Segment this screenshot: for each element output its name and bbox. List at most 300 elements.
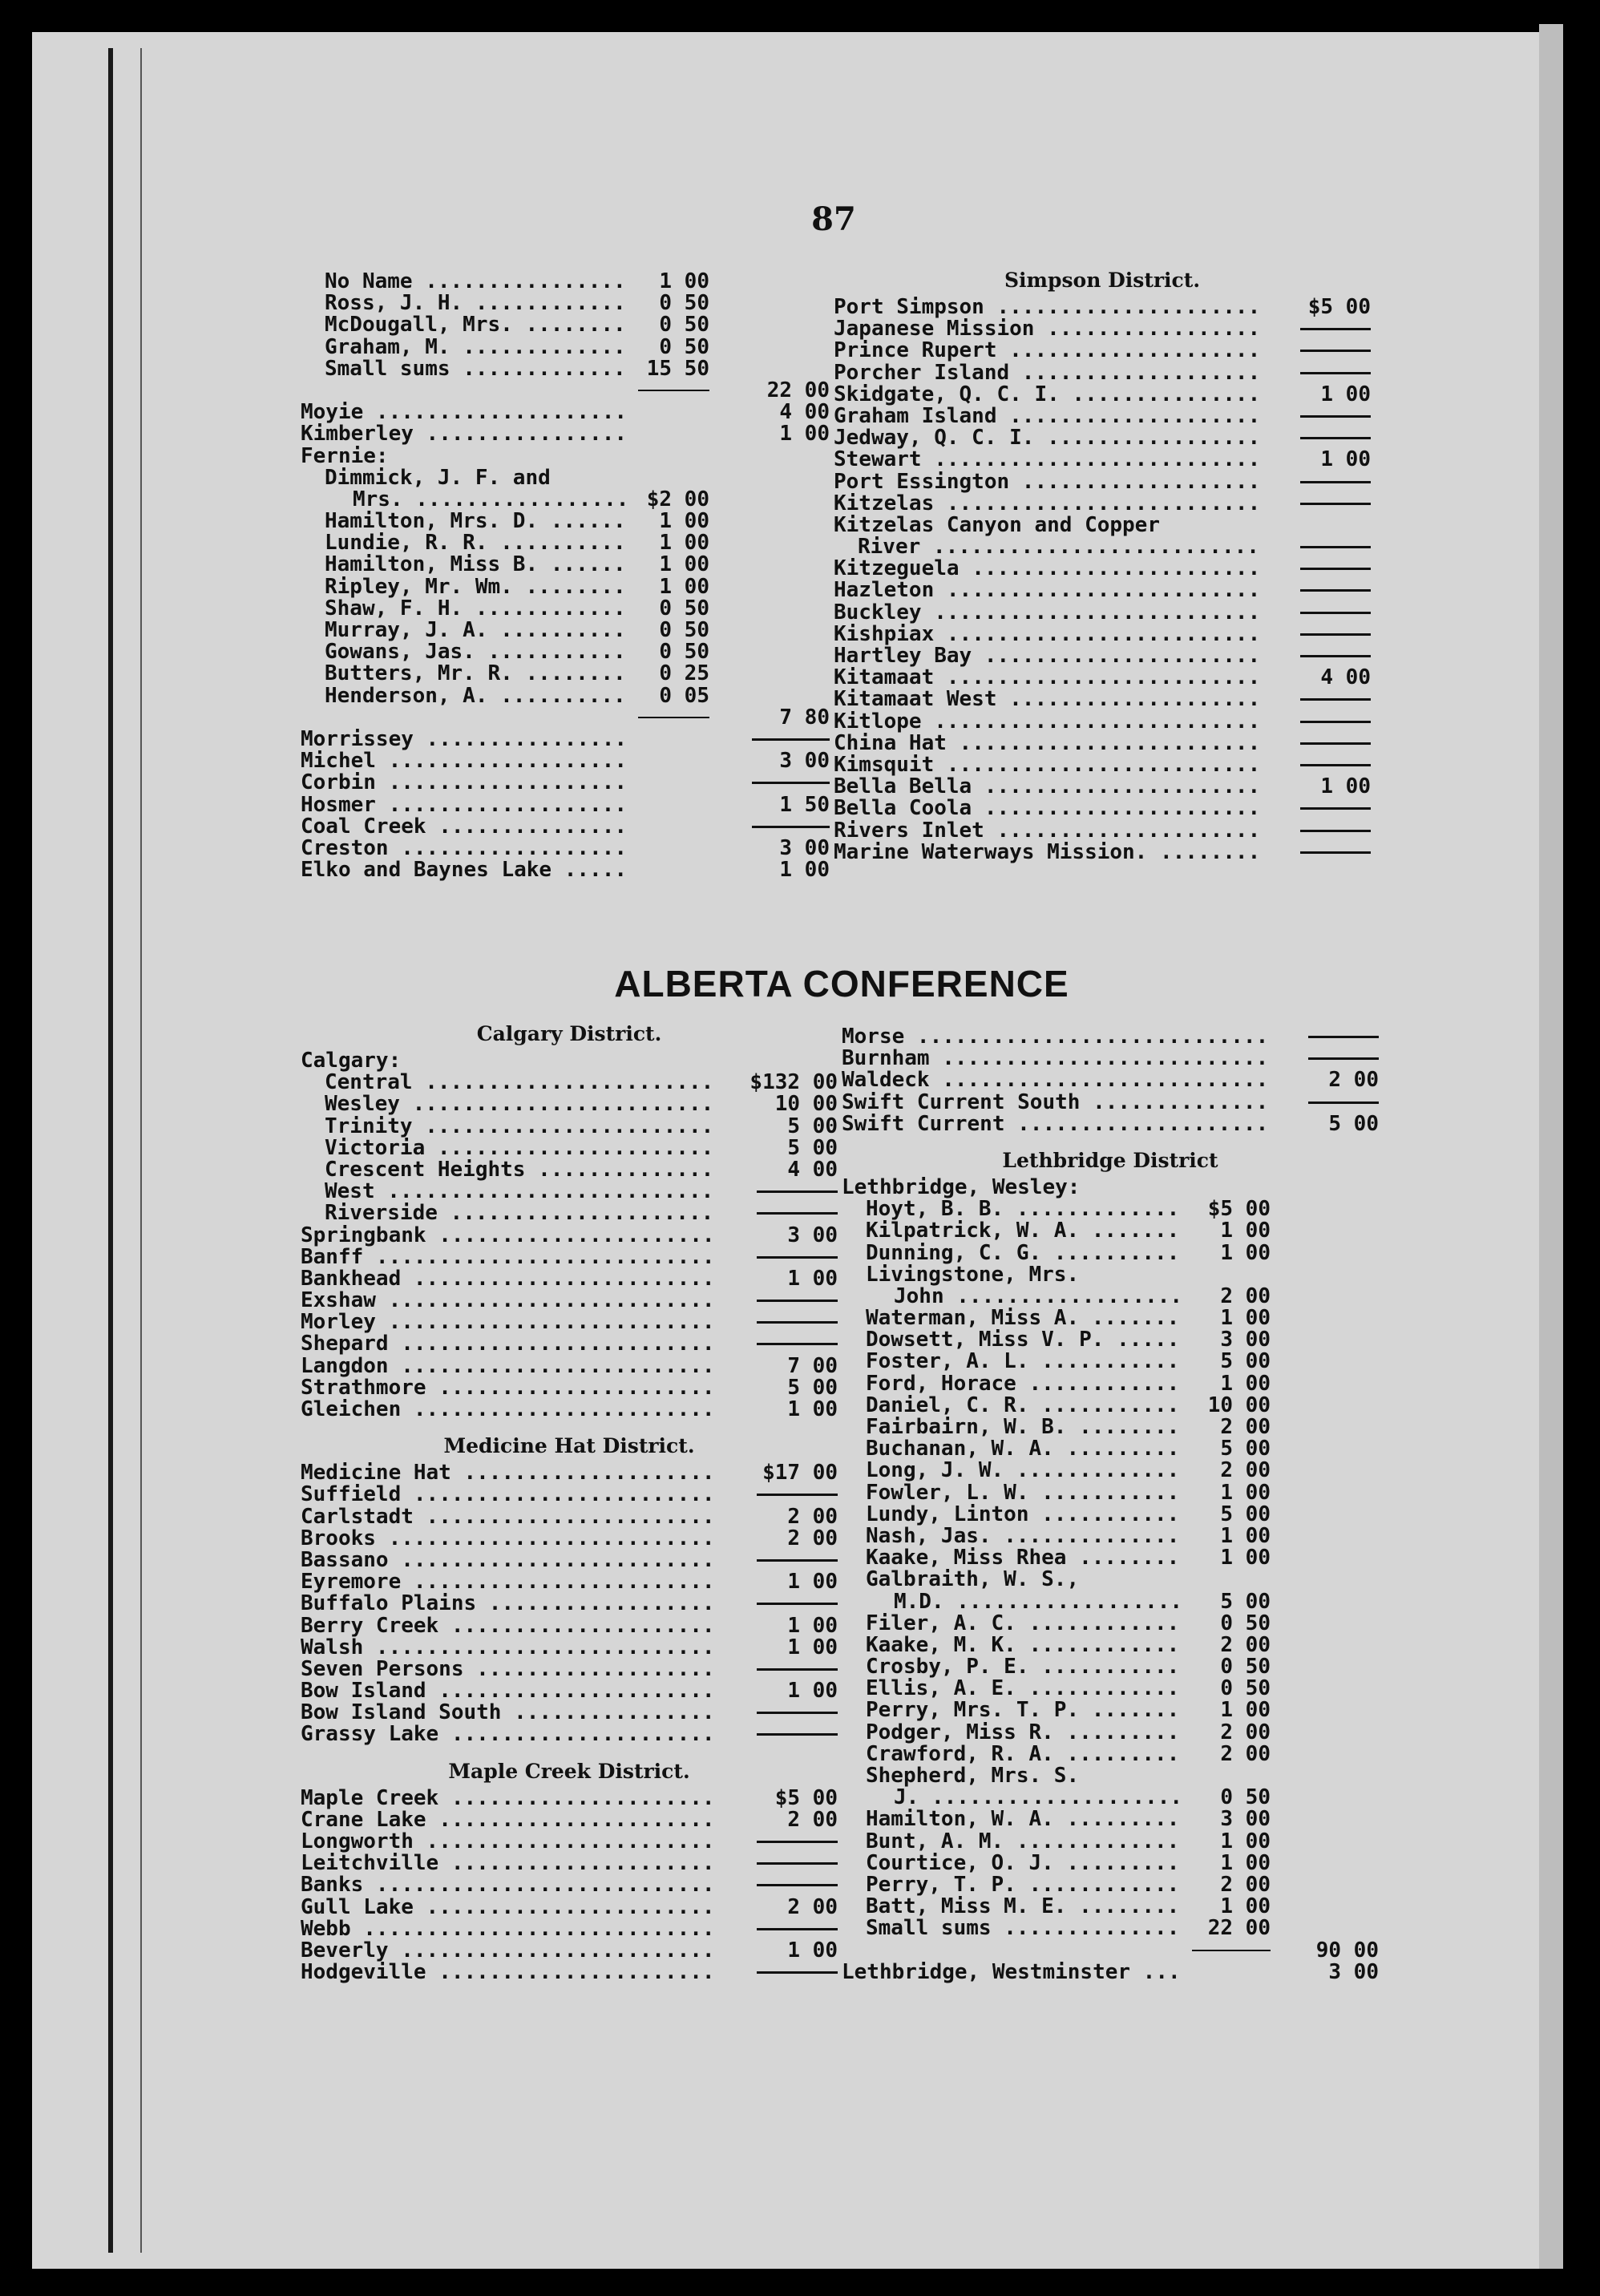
ledger-row	[842, 1069, 1379, 1091]
empty-cell	[709, 576, 830, 598]
amount-value: 7 00	[787, 1353, 838, 1378]
empty-cell	[1271, 1896, 1379, 1918]
amount-value: 3 00	[787, 1223, 838, 1247]
ledger-row	[301, 467, 830, 489]
ledger-row	[834, 471, 1371, 493]
empty-cell	[1271, 1482, 1379, 1504]
empty-cell	[1271, 1831, 1379, 1853]
empty-cell	[625, 402, 709, 423]
ledger-row	[301, 750, 830, 772]
ledger-row-label: Bankhead .....	[301, 1268, 713, 1290]
empty-cell	[625, 729, 709, 750]
amount-value: 3 00	[779, 835, 830, 860]
ledger-row	[834, 362, 1371, 384]
subtotal-rule	[625, 707, 709, 729]
ledger-row	[834, 776, 1371, 798]
ledger-row-label: Ford, Horace .....	[842, 1373, 1178, 1395]
ledger-row	[842, 1329, 1379, 1351]
blank-amount-dash	[1263, 536, 1371, 558]
ledger-row-label: Beverly .....	[301, 1940, 713, 1962]
medicine-hat-district-heading: Medicine Hat District.	[443, 1434, 695, 1458]
subtotal-rule	[1178, 1940, 1271, 1962]
ledger-row-label: Kishpiax .....	[834, 624, 1263, 645]
ledger-row-label: Ross, J. H. .....	[301, 293, 625, 314]
ledger-row-label: Kitamaat West .....	[834, 689, 1263, 710]
blank-amount-dash	[1263, 754, 1371, 776]
simpson-district-rows	[834, 297, 1371, 863]
amount-value: $5 00	[774, 1785, 838, 1810]
ledger-row-label: Bella Coola .....	[834, 798, 1263, 819]
ledger-row	[842, 1048, 1379, 1069]
amount-value: 2 00	[1220, 1283, 1271, 1308]
ledger-row	[834, 318, 1371, 340]
ledger-row	[842, 1632, 1379, 1657]
ledger-row	[842, 1569, 1379, 1591]
amount-value: 1 00	[1220, 1480, 1271, 1505]
ledger-row	[301, 1809, 838, 1831]
amount-value: $5 00	[1207, 1197, 1271, 1222]
amount-value: 1 00	[1220, 1546, 1271, 1570]
amount-value: 2 00	[787, 1894, 838, 1919]
ledger-row	[301, 1203, 838, 1224]
ledger-row-label: Grassy Lake .....	[301, 1724, 713, 1745]
ledger-row	[834, 645, 1371, 667]
amount-value: 5 00	[1220, 1437, 1271, 1461]
ledger-row-label: Swift Current South .....	[842, 1092, 1271, 1114]
ledger-row-label: Kaake, Miss Rhea .....	[842, 1547, 1178, 1569]
amount-value: 1 00	[659, 552, 709, 577]
empty-cell	[1271, 1504, 1379, 1526]
amount-value: $17 00	[762, 1461, 838, 1486]
blank-amount-dash	[713, 1290, 838, 1312]
ledger-row-label: Waldeck .....	[842, 1069, 1271, 1091]
ledger-row-label: Filer, A. C. .....	[842, 1613, 1178, 1635]
blank-amount-dash	[713, 1593, 838, 1615]
ledger-row	[301, 772, 830, 794]
ledger-row	[301, 1050, 838, 1072]
ledger-row-label: Ellis, A. E. .....	[842, 1678, 1178, 1700]
ledger-row-label: Kimsquit .....	[834, 754, 1263, 776]
ledger-row-label: Waterman, Miss A. .....	[842, 1308, 1178, 1329]
amount-value: 22 00	[1207, 1916, 1271, 1941]
ledger-row-label: Perry, T. P. .....	[842, 1874, 1178, 1896]
alberta-right-top-rows	[842, 1026, 1379, 1135]
empty-cell	[1271, 1264, 1379, 1286]
empty-cell	[625, 859, 709, 881]
empty-cell	[713, 1050, 838, 1072]
ledger-row-label: Nash, Jas. .....	[842, 1526, 1178, 1547]
empty-cell	[1178, 1264, 1271, 1286]
empty-cell	[1271, 1678, 1379, 1700]
ledger-row	[834, 536, 1371, 558]
ledger-row	[842, 1351, 1379, 1372]
ledger-row	[842, 1787, 1379, 1809]
ledger-row-label: Hamilton, Mrs. D. .....	[301, 511, 625, 532]
ledger-row-label: Riverside .....	[301, 1203, 713, 1224]
ledger-row-label: Gull Lake .....	[301, 1897, 713, 1918]
empty-cell	[1271, 1243, 1379, 1264]
ledger-row-label: Crawford, R. A. .....	[842, 1744, 1178, 1765]
amount-value: 0 50	[1220, 1785, 1271, 1810]
ledger-row-label: Kaake, M. K. .....	[842, 1635, 1178, 1656]
ledger-row-label: McDougall, Mrs. .....	[301, 314, 625, 336]
empty-cell	[709, 554, 830, 576]
ledger-row	[301, 1894, 838, 1919]
ledger-row-label: Courtice, O. J. .....	[842, 1853, 1178, 1874]
amount-value: 2 00	[787, 1807, 838, 1832]
medicine-hat-district-rows	[301, 1462, 838, 1745]
amount-value: 1 00	[787, 1397, 838, 1421]
ledger-row	[834, 689, 1371, 710]
amount-value: 1 00	[1220, 1829, 1271, 1853]
empty-cell	[1271, 1417, 1379, 1438]
ledger-row-label: Lethbridge, Wesley:	[842, 1176, 1081, 1199]
empty-cell	[1271, 1373, 1379, 1395]
empty-cell	[1271, 1460, 1379, 1481]
empty-cell	[1178, 1765, 1271, 1787]
ledger-row	[301, 1918, 838, 1940]
ledger-row-label: Podger, Miss R. .....	[842, 1722, 1178, 1744]
ledger-row	[301, 314, 830, 336]
ledger-row	[301, 1785, 838, 1810]
ledger-row	[834, 754, 1371, 776]
ledger-row-label: Hartley Bay .....	[834, 645, 1263, 667]
ledger-row	[301, 1333, 838, 1355]
ledger-row	[301, 663, 830, 685]
ledger-row	[301, 859, 830, 881]
blank-amount-dash	[1263, 602, 1371, 624]
ledger-row-label: Shaw, F. H. .....	[301, 598, 625, 620]
ledger-row	[834, 449, 1371, 471]
blank-amount-dash	[1263, 820, 1371, 842]
ledger-row-label: Crosby, P. E. .....	[842, 1656, 1178, 1678]
ledger-row	[301, 554, 830, 576]
ledger-row-label: Calgary:	[301, 1050, 402, 1073]
ledger-row	[301, 1225, 838, 1247]
page-edge-shadow	[1539, 24, 1563, 2269]
ledger-row-label: Mrs. .....	[301, 489, 625, 511]
ledger-row-label: Exshaw .....	[301, 1290, 713, 1312]
amount-value: 10 00	[1207, 1393, 1271, 1417]
empty-cell	[709, 446, 830, 467]
ledger-row	[301, 835, 830, 860]
empty-cell	[625, 794, 709, 816]
ledger-row	[834, 733, 1371, 754]
empty-cell	[625, 750, 709, 772]
blank-amount-dash	[709, 729, 830, 750]
blank-amount-dash	[709, 816, 830, 838]
empty-cell	[1178, 1962, 1271, 1983]
empty-cell	[1271, 1853, 1379, 1874]
ledger-row-label: Suffield .....	[301, 1484, 713, 1506]
ledger-row	[842, 1283, 1379, 1308]
ledger-row-label: Prince Rupert .....	[834, 340, 1263, 362]
ledger-row	[842, 1504, 1379, 1526]
ledger-row-label: Berry Creek .....	[301, 1615, 713, 1637]
ledger-row	[842, 1308, 1379, 1329]
ledger-row	[301, 1571, 838, 1593]
amount-value: 1 00	[659, 509, 709, 534]
ledger-row	[301, 641, 830, 663]
amount-value: $132 00	[749, 1070, 838, 1095]
ledger-row-label: Crane Lake .....	[301, 1809, 713, 1831]
empty-cell	[625, 446, 709, 467]
subtotal-rule	[625, 380, 709, 402]
blank-amount-dash	[713, 1203, 838, 1224]
ledger-row	[301, 1159, 838, 1181]
ledger-row	[301, 1247, 838, 1268]
ledger-row	[842, 1395, 1379, 1417]
ledger-row-label: Maple Creek .....	[301, 1788, 713, 1809]
ledger-row	[842, 1678, 1379, 1700]
ledger-row-label: Walsh .....	[301, 1637, 713, 1659]
ledger-row	[842, 1240, 1379, 1265]
ledger-row	[842, 1722, 1379, 1744]
ledger-row	[834, 602, 1371, 624]
empty-cell	[1271, 1308, 1379, 1329]
alberta-left-column	[301, 1018, 838, 1983]
empty-cell	[1271, 1656, 1379, 1678]
ledger-row-label: Gleichen .....	[301, 1399, 713, 1421]
empty-cell	[709, 337, 830, 358]
ledger-row	[301, 1724, 838, 1745]
ledger-row-label: Rivers Inlet .....	[834, 820, 1263, 842]
ledger-row-label: Coal Creek .....	[301, 816, 625, 838]
blank-amount-dash	[1263, 798, 1371, 819]
ledger-row-label: Burnham .....	[842, 1048, 1271, 1069]
ledger-row-label: Crescent Heights .....	[301, 1159, 713, 1181]
ledger-row	[834, 427, 1371, 449]
empty-cell	[709, 511, 830, 532]
ledger-row-label	[842, 1940, 1178, 1962]
ledger-row	[301, 1940, 838, 1962]
ledger-row	[842, 1199, 1379, 1220]
ledger-row	[301, 1831, 838, 1853]
amount-value: $5 00	[1307, 295, 1371, 319]
ledger-row	[842, 1831, 1379, 1853]
empty-cell	[709, 489, 830, 511]
ledger-row-label: Port Simpson .....	[834, 297, 1263, 318]
blank-amount-dash	[1263, 711, 1371, 733]
amount-value: 1 00	[779, 422, 830, 447]
ledger-row-label: Hosmer .....	[301, 794, 625, 816]
ledger-row	[842, 1373, 1379, 1395]
ledger-row-label: Marine Waterways Mission. .....	[834, 842, 1263, 863]
blank-amount-dash	[713, 1918, 838, 1940]
amount-value: 0 50	[1220, 1611, 1271, 1635]
ledger-row	[301, 1853, 838, 1874]
blank-amount-dash	[713, 1702, 838, 1724]
ledger-row	[834, 580, 1371, 601]
ledger-row-label: Ripley, Mr. Wm. .....	[301, 576, 625, 598]
ledger-row	[301, 1615, 838, 1637]
bc-left-column	[301, 271, 830, 881]
ledger-row-label: Banks .....	[301, 1874, 713, 1896]
ledger-row-label: Buchanan, W. A. .....	[842, 1438, 1178, 1460]
document-page	[32, 32, 1539, 2269]
empty-cell	[625, 838, 709, 859]
ledger-row-label: Medicine Hat .....	[301, 1462, 713, 1484]
amount-value: 7 80	[779, 705, 830, 730]
blank-amount-dash	[713, 1659, 838, 1680]
empty-cell	[1271, 1199, 1379, 1220]
amount-value: 1 00	[787, 1635, 838, 1659]
empty-cell	[709, 641, 830, 663]
ledger-row	[301, 598, 830, 620]
ledger-row	[842, 1656, 1379, 1678]
empty-cell	[1271, 1569, 1379, 1591]
ledger-row	[301, 358, 830, 380]
amount-value: 1 00	[1320, 447, 1371, 472]
ledger-row	[301, 1268, 838, 1290]
ledger-row	[842, 1111, 1379, 1136]
ledger-row	[301, 1353, 838, 1378]
amount-value: 1 00	[779, 858, 830, 883]
blank-amount-dash	[713, 1874, 838, 1896]
empty-cell	[709, 620, 830, 641]
amount-value: 3 00	[1220, 1807, 1271, 1832]
amount-value: 4 00	[1320, 665, 1371, 690]
ledger-row-label: Bassano .....	[301, 1550, 713, 1571]
ledger-row-label: Hazleton .....	[834, 580, 1263, 601]
ledger-row	[301, 1874, 838, 1896]
ledger-row	[301, 446, 830, 467]
amount-value: 3 00	[1328, 1959, 1379, 1984]
ledger-row	[301, 1484, 838, 1506]
ledger-row-label: Kitzelas Canyon and Copper	[834, 514, 1160, 537]
ledger-row-label: Kitlope .....	[834, 711, 1263, 733]
ledger-row-label: Daniel, C. R. .....	[842, 1395, 1178, 1417]
blank-amount-dash	[1263, 733, 1371, 754]
ledger-row	[301, 1962, 838, 1983]
ledger-row	[301, 1550, 838, 1571]
ledger-row-label: Shepherd, Mrs. S.	[866, 1765, 1080, 1788]
ledger-row-label: Fernie:	[301, 445, 389, 467]
ledger-row	[842, 1092, 1379, 1114]
ledger-row-label: Kitamaat .....	[834, 667, 1263, 689]
blank-amount-dash	[713, 1247, 838, 1268]
empty-cell	[1271, 1744, 1379, 1765]
empty-cell	[1271, 1809, 1379, 1830]
ledger-row-label: Strathmore .....	[301, 1377, 713, 1399]
ledger-row-label: Small sums .....	[301, 358, 625, 380]
alberta-right-column	[842, 1026, 1379, 1983]
ledger-row-label: Dunning, C. G. .....	[842, 1243, 1178, 1264]
ledger-row	[842, 1177, 1379, 1199]
amount-value: 1 00	[787, 1266, 838, 1291]
empty-cell	[709, 685, 830, 707]
calgary-district-heading: Calgary District.	[476, 1022, 662, 1045]
ledger-row-label: Lundy, Linton .....	[842, 1504, 1178, 1526]
amount-value: 1 00	[1220, 1371, 1271, 1396]
amount-value: 1 00	[1220, 1240, 1271, 1265]
amount-value: 1 00	[787, 1613, 838, 1638]
ledger-row	[301, 1116, 838, 1138]
ledger-row	[842, 1220, 1379, 1242]
ledger-row	[301, 1659, 838, 1680]
ledger-row	[834, 297, 1371, 318]
amount-value: 22 00	[766, 378, 830, 402]
ledger-row-label	[301, 707, 625, 729]
blank-amount-dash	[1263, 340, 1371, 362]
blank-amount-dash	[713, 1550, 838, 1571]
ledger-row	[301, 293, 830, 314]
ledger-row-label: Morley .....	[301, 1312, 713, 1333]
amount-value: 2 00	[1220, 1632, 1271, 1657]
ledger-row	[842, 1264, 1379, 1286]
blank-amount-dash	[1263, 580, 1371, 601]
blank-amount-dash	[1263, 624, 1371, 645]
ledger-row-label: Langdon .....	[301, 1356, 713, 1377]
ledger-row-label: Hamilton, Miss B. .....	[301, 554, 625, 576]
empty-cell	[709, 598, 830, 620]
ledger-row-label: Elko and Baynes Lake .....	[301, 859, 625, 881]
blank-amount-dash	[713, 1853, 838, 1874]
empty-cell	[709, 467, 830, 489]
amount-value: 0 05	[659, 683, 709, 708]
amount-value: 1 00	[659, 269, 709, 293]
ledger-row-label: China Hat .....	[834, 733, 1263, 754]
ledger-row-label: Creston .....	[301, 838, 625, 859]
amount-value: 0 25	[659, 661, 709, 686]
amount-value: 2 00	[1220, 1741, 1271, 1766]
ledger-row	[834, 558, 1371, 580]
ledger-row-label: Bow Island South .....	[301, 1702, 713, 1724]
amount-value: 3 00	[1220, 1328, 1271, 1352]
ledger-row	[301, 1399, 838, 1421]
ledger-row	[842, 1591, 1379, 1613]
amount-value: 5 00	[787, 1375, 838, 1400]
ledger-row-label: Galbraith, W. S.,	[866, 1569, 1080, 1591]
ledger-row-label: Dimmick, J. F. and	[325, 467, 551, 489]
ledger-row-label: Graham Island .....	[834, 406, 1263, 427]
ledger-row	[301, 576, 830, 598]
ledger-row-label: John .....	[842, 1286, 1178, 1308]
empty-cell	[1178, 1569, 1271, 1591]
ledger-row	[301, 620, 830, 641]
ledger-row-label: Swift Current .....	[842, 1114, 1271, 1135]
amount-value: 0 50	[659, 640, 709, 665]
ledger-row-label: Livingstone, Mrs.	[866, 1263, 1080, 1286]
ledger-row-label: Seven Persons .....	[301, 1659, 713, 1680]
ledger-row-label: Port Essington .....	[834, 471, 1263, 493]
ledger-row	[842, 1613, 1379, 1635]
amount-value: 3 00	[779, 749, 830, 774]
amount-value: 1 00	[1220, 1850, 1271, 1875]
ledger-row-label: Hoyt, B. B. .....	[842, 1199, 1178, 1220]
amount-value: 5 00	[1220, 1349, 1271, 1374]
amount-value: 1 50	[779, 792, 830, 817]
empty-cell	[1271, 1765, 1379, 1787]
blank-amount-dash	[713, 1333, 838, 1355]
ledger-row	[301, 1702, 838, 1724]
ledger-row-label: Fairbairn, W. B. .....	[842, 1417, 1178, 1438]
empty-cell	[709, 358, 830, 380]
ledger-row-label: Leitchville .....	[301, 1853, 713, 1874]
amount-value: 1 00	[787, 1679, 838, 1704]
ledger-row	[834, 384, 1371, 406]
blank-amount-dash	[1263, 842, 1371, 863]
ledger-row-label: River .....	[834, 536, 1263, 558]
ledger-row	[301, 1093, 838, 1115]
blank-amount-dash	[713, 1962, 838, 1983]
empty-cell	[1271, 1722, 1379, 1744]
empty-cell	[1271, 1613, 1379, 1635]
ledger-row-label: Fowler, L. W. .....	[842, 1482, 1178, 1504]
page-number: 87	[811, 200, 856, 238]
ledger-row	[301, 1181, 838, 1203]
ledger-row-label: Kimberley .....	[301, 423, 625, 445]
